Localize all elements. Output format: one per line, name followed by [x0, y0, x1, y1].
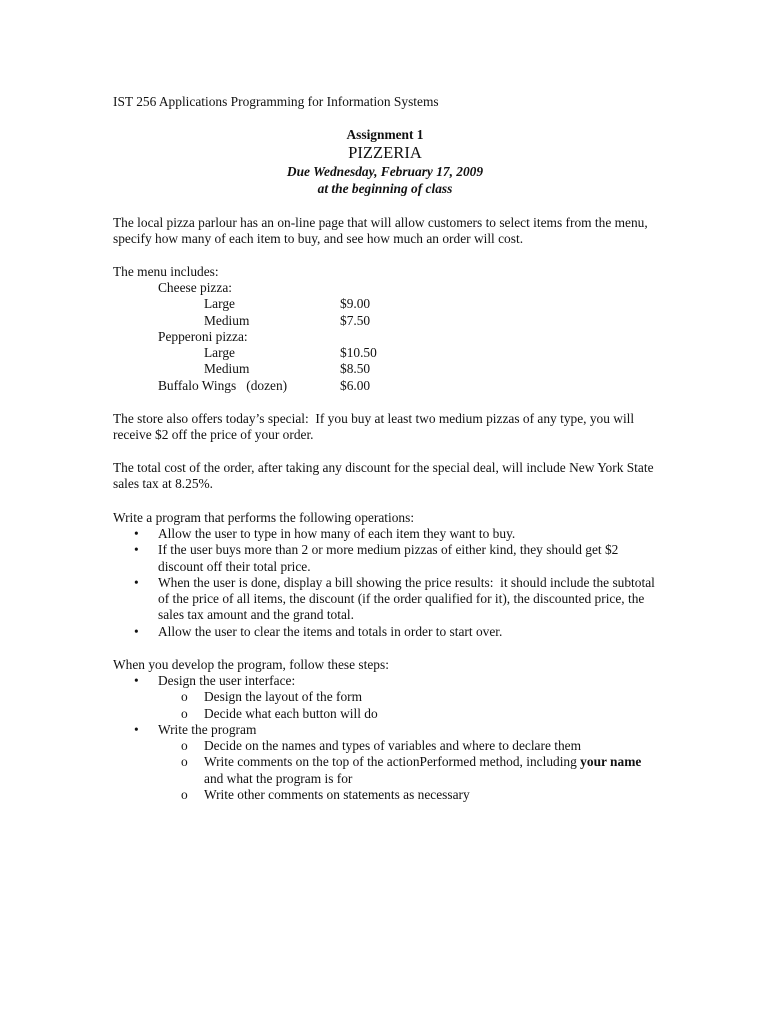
circle-bullet-icon: o — [181, 787, 188, 803]
total-paragraph: The total cost of the order, after taking any discount for the special deal, will include New York State sales tax at 8.25%. — [113, 460, 654, 492]
assignment-title: PIZZERIA — [348, 143, 422, 162]
assignment-number: Assignment 1 — [346, 127, 424, 142]
menu-category-name: Pepperoni pizza: — [158, 328, 248, 344]
operation-text: If the user buys more than 2 or more medium pizzas of either kind, they should get $2 discount off their total price. — [158, 542, 619, 574]
menu-intro: The menu includes: — [113, 264, 219, 279]
list-item — [0, 673, 770, 689]
sub-list-item — [0, 787, 770, 803]
menu-item-price: $10.50 — [340, 345, 377, 361]
bullet-icon: • — [134, 721, 139, 737]
menu-item — [0, 296, 770, 312]
menu-item-name: Medium — [204, 312, 250, 328]
menu-item-price: $7.50 — [340, 312, 371, 328]
menu-category-name: Cheese pizza: — [158, 280, 232, 295]
menu-item — [0, 313, 770, 329]
operations-intro: Write a program that performs the following operations: — [113, 510, 415, 525]
sub-list-item — [0, 706, 770, 722]
sub-step-text: Decide what each button will do — [204, 705, 378, 721]
course-title: IST 256 Applications Programming for Information Systems — [113, 94, 439, 109]
circle-bullet-icon: o — [181, 754, 188, 770]
operation-text: Allow the user to clear the items and totals in order to start over. — [158, 623, 503, 639]
bullet-icon: • — [134, 542, 139, 558]
list-item — [0, 624, 770, 640]
circle-bullet-icon: o — [181, 738, 188, 754]
sub-step-text-part: Write comments on the top of the actionPerformed method, including — [204, 754, 581, 770]
menu-item — [0, 361, 770, 377]
bullet-icon: • — [134, 623, 139, 639]
list-item — [0, 575, 770, 624]
step-label: Design the user interface: — [158, 673, 296, 688]
bullet-icon: • — [134, 673, 139, 688]
menu-item-name: Buffalo Wings (dozen) — [158, 377, 288, 393]
sub-list-item — [0, 754, 770, 787]
due-date: Due Wednesday, February 17, 2009 — [286, 164, 484, 179]
menu-list — [0, 280, 770, 394]
sub-step-text: Decide on the names and types of variables and where to declare them — [204, 738, 582, 754]
due-time: at the beginning of class — [317, 181, 453, 196]
sub-step-text: Write other comments on statements as necessary — [204, 787, 470, 803]
menu-item-price: $6.00 — [340, 377, 371, 393]
menu-item-price: $9.00 — [340, 296, 371, 312]
special-paragraph: The store also offers today’s special: If you buy at least two medium pizzas of any type, you will receive $2 off the price of your order. — [113, 411, 638, 443]
operations-list — [0, 526, 770, 640]
bullet-icon: • — [134, 526, 139, 541]
emphasis-text: your name — [580, 754, 642, 770]
intro-paragraph: The local pizza parlour has an on-line page that will allow customers to select items from the menu, specify how many of each item to buy, and see how much an order will cost. — [113, 215, 648, 247]
menu-item-name: Large — [204, 296, 235, 312]
list-item — [0, 526, 770, 542]
steps-intro: When you develop the program, follow these steps: — [113, 657, 389, 672]
sub-step-text: Design the layout of the form — [204, 689, 363, 705]
menu-item-name: Medium — [204, 361, 250, 377]
circle-bullet-icon: o — [181, 689, 188, 705]
operation-text: Allow the user to type in how many of each item they want to buy. — [158, 526, 516, 541]
sub-step-text-part: and what the program is for — [204, 770, 353, 786]
menu-category — [0, 280, 770, 296]
circle-bullet-icon: o — [181, 705, 188, 721]
bullet-icon: • — [134, 574, 139, 590]
sub-step-text — [204, 754, 659, 787]
menu-item — [0, 378, 770, 394]
menu-category — [0, 329, 770, 345]
step-label: Write the program — [158, 721, 257, 737]
menu-item — [0, 345, 770, 361]
list-item — [0, 542, 770, 575]
sub-list-item — [0, 689, 770, 705]
operation-text: When the user is done, display a bill showing the price results: it should include the subtotal of the price of all items, the discount (if the order qualified for it), the discounted price, the sales tax amount and the grand total. — [158, 574, 659, 623]
menu-item-name: Large — [204, 345, 235, 361]
sub-list-item — [0, 738, 770, 754]
steps-list — [0, 673, 770, 803]
list-item — [0, 722, 770, 738]
menu-item-price: $8.50 — [340, 361, 371, 377]
